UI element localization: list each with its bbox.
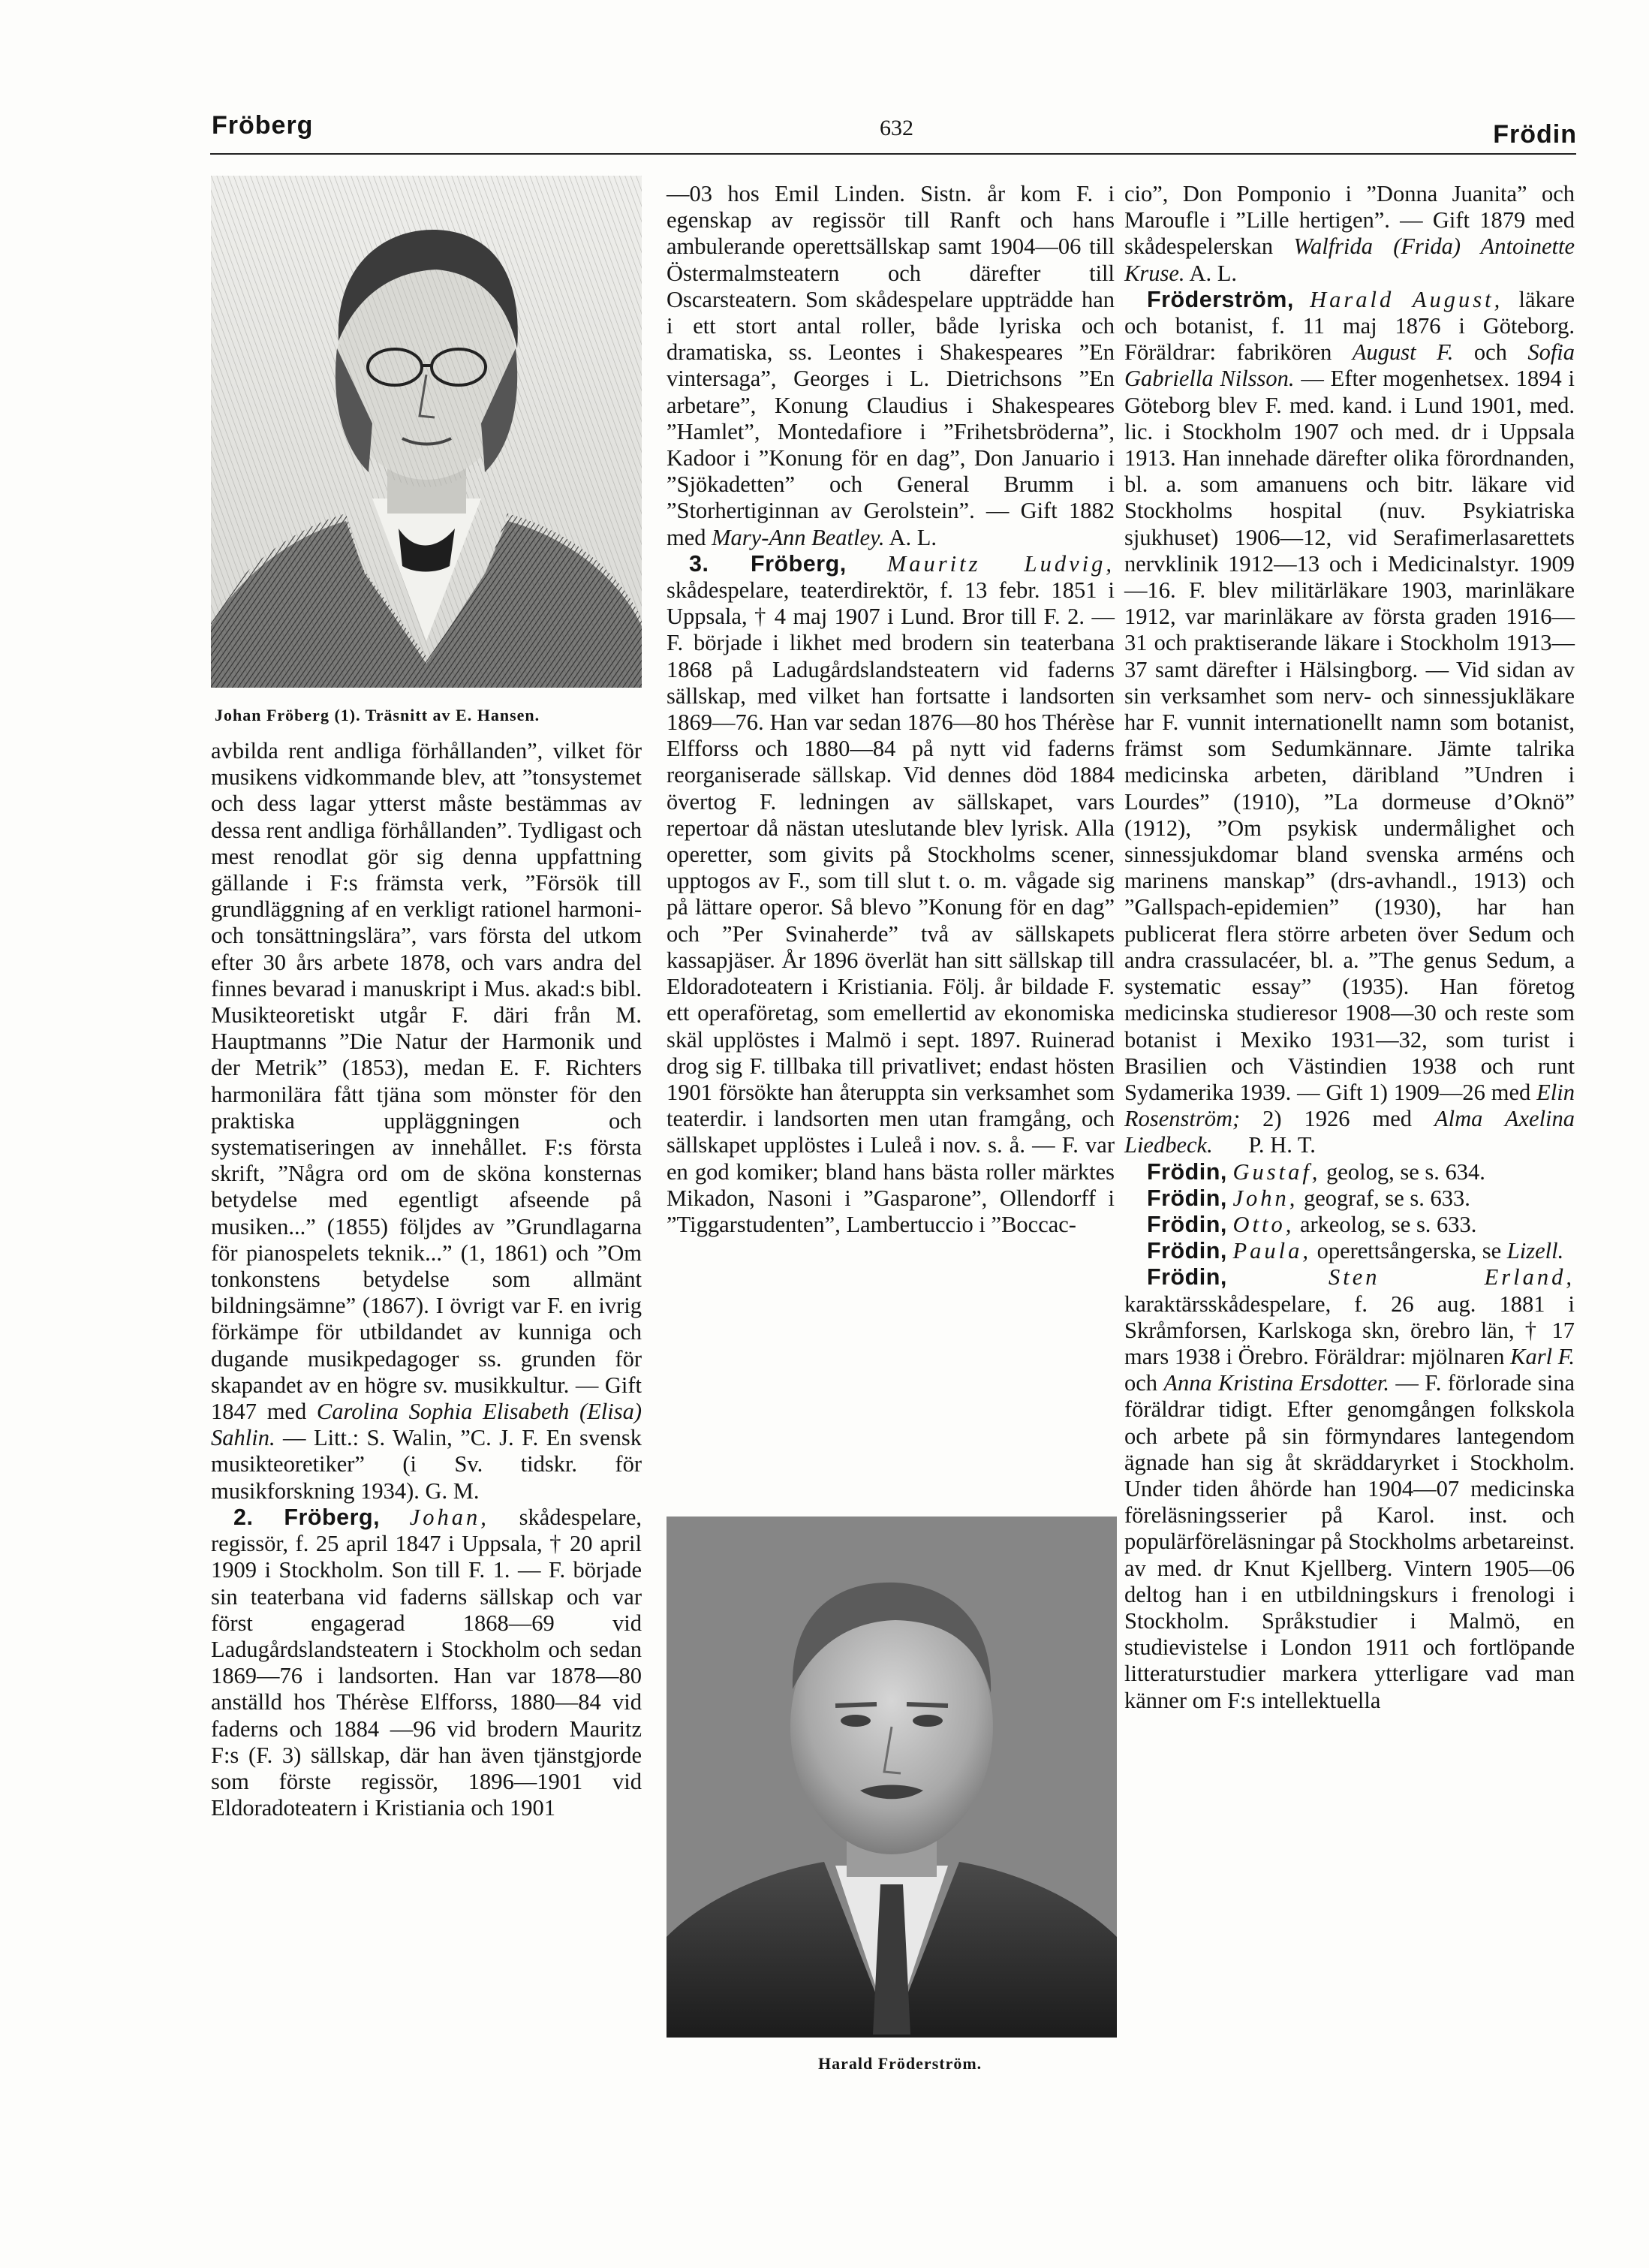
entry-john-frodin [1124, 1185, 1575, 1212]
spouse-name: Alma Axelina Liedbeck. [1124, 1106, 1575, 1158]
body-text: skådespelare, teaterdirektör, f. 13 febr. 1851 i Uppsala, † 4 maj 1907 i Lund. Bror till F. 2. — F. började i likhet med brodern sin teaterbana 1868 på Ladugårdslandsteatern vid faderns sällskap, med vilket han fortsatte i landsorten 1869—76. Han var sedan 1876—80 hos Thérèse Elfforss och 1880—84 på nytt vid faderns reorganiserade sällskap. Vid dennes död 1884 övertog F. ledningen av sällskapet, vars repertoar då nästan uteslutande blev lyrisk. Alla operetter, som givits på Stockholms scener, upptogos av F., som till slut t. o. m. vågade sig på lättare operor. Så blevo ”Konung för en dag” och ”Per Svinaherde” två av sällskapets kassapjäser. År 1896 överlät han sitt sällskap till Eldoradoteatern i Kristiania. Följ. år bildade F. ett operaföretag, som emellertid av ekonomiska skäl upplöstes i Malmö i sept. 1897. Ruinerad drog sig F. tillbaka till privatlivet; endast hösten 1901 försökte han återuppta sin verksamhet som teaterdir. i landsorten men utan framgång, och sällskapet upplöstes i Luleå i nov. s. å. — F. var en god komiker; bland hans bästa roller märktes Mikadon, Nasoni i ”Gasparone”, Ollendorff i ”Tiggarstudenten”, Lambertuccio i ”Boccac- [667, 577, 1115, 1237]
figure-caption-2: Harald Fröderström. [818, 2054, 982, 2073]
body-text: 2) 1926 med [1262, 1106, 1413, 1132]
column-3 [1124, 181, 1575, 1714]
entry-given-name: Paula, [1232, 1238, 1311, 1264]
column-1 [211, 738, 642, 1821]
entry-given-name: Mauritz Ludvig, [886, 550, 1115, 577]
spouse-name: Mary-Ann Beatley. [712, 524, 885, 550]
entry-mauritz-froberg [667, 551, 1115, 1238]
body-text: — Litt.: S. Walin, ”C. J. F. En svensk musikteoretiker” (i Sv. tidskr. för musikforskning 1934). G. M. [211, 1425, 642, 1504]
body-text: och [1124, 1370, 1158, 1396]
entry-headword: Frödin, [1147, 1238, 1227, 1264]
body-text: — Efter mogenhetsex. 1894 i Göteborg blev F. med. kand. i Lund 1901, med. lic. i Stockholm 1907 och med. dr i Uppsala 1913. Han innehade därefter olika förordnanden, bl. a. som amanuens och bitr. läkare vid Stockholms hospital (nuv. Psykiatriska sjukhuset) 1906—12, vid Serafimerlasarettets nervklinik 1912—13 och i Medicinalstyr. 1909—16. F. blev militärläkare 1903, marinläkare 1912, var marinläkare av första graden 1916—31 och praktiserande läkare i Stockholm 1913—37 samt därefter i Hälsingborg. — Vid sidan av sin verksamhet som nerv- och sinnessjukläkare har F. vunnit internationellt namn som botanist, främst som Sedumkännare. Jämte talrika medicinska arbeten, däribland ”Undren i Lourdes” (1910), ”La dormeuse d’Oknö” (1912), ”Om psykisk undermålighet och sinnessjukdomar bland svenska arméns och marinens manskap” (drs-avhandl., 1913) och ”Gallspach-epidemien” (1930), har han publicerat flera större arbeten över Sedum och andra crassulacéer, bl. a. ”The genus Sedum, a systematic essay” (1935). Han företog medicinska studieresor 1908—30 och reste som botanist i Mexiko 1931—32, som turist i Brasilien och Västindien 1938 och runt Sydamerika 1939. — Gift 1) 1909—26 med [1124, 366, 1575, 1105]
parent-name: Sofia Gabriella Nilsson. [1124, 339, 1575, 392]
paragraph-johan-froberg-cont [211, 738, 642, 1504]
author-signature: A. L. [1189, 260, 1237, 286]
entry-headword: Frödin, [1147, 1158, 1227, 1185]
entry-given-name: Gustaf, [1232, 1158, 1321, 1185]
author-signature: A. L. [889, 524, 937, 550]
entry-otto-frodin [1124, 1212, 1575, 1238]
body-text: — F. förlorade sina föräldrar tidigt. Efter genomgången folkskola och arbete på sin förmyndares lantegendom ägnade han sig åt skräddaryrket i Stockholm. Under tiden åhörde han 1904—07 medicinska föreläsningsserier på Karol. inst. och populärföreläsningar på Stockholms arbetareinst. av med. dr Knut Kjellberg. Vintern 1905—06 deltog han i en utbildningskurs i frenologi i Stockholm. Språkstudier i Malmö, en studievistelse i London 1911 och fortlöpande litteraturstudier markera ytterligare vad man känner om F:s intellektuella [1124, 1370, 1575, 1713]
entry-headword: Frödin, [1147, 1185, 1227, 1211]
figure-caption-1: Johan Fröberg (1). Träsnitt av E. Hansen. [215, 706, 540, 724]
photograph-illustration [667, 1517, 1117, 2038]
cross-reference-target: Lizell. [1506, 1238, 1564, 1264]
entry-johan-froberg-2 [211, 1504, 642, 1821]
entry-given-name: Harald August, [1310, 286, 1503, 312]
portrait-johan-froberg [211, 176, 642, 688]
entry-headword: Frödin, [1147, 1264, 1227, 1291]
cross-reference: arkeolog, se s. 633. [1299, 1211, 1477, 1237]
body-text: avbilda rent andliga förhållanden”, vilket för musikens vidkommande blev, att ”tonsystemet och dess lagar ytterst måste bestämmas av dessa rent andliga förhållanden”. Tydligast och mest renodlat gör sig denna uppfattning gällande i F:s främsta verk, ”Försök till grundläggning af en verkligt rationel harmoni- och tonsättningslära”, vars första del utkom efter 30 års arbete 1878, och vars andra del finnes bevarad i manuskript i Mus. akad:s bibl. Musikteoretiskt utgår F. däri från M. Hauptmanns ”Die Natur der Harmonik und der Metrik” (1853), medan E. F. Richters harmonilära fått tjäna som mönster för den praktiska uppläggningen och systematiseringen av innehållet. F:s första skrift, ”Några ord om de sköna konsternas betydelse med egentligt afseende på musiken...” (1855) följdes av ”Grundlagarna för pianospelets teknik...” (1, 1861) och ”Om tonkonstens betydelse som allmänt bildningsämne” (1867). I övrigt var F. en ivrig förkämpe för utbildandet av kunniga och dugande musikpedagoger ss. grunden för skapandet av en högre sv. musikkultur. — Gift 1847 med [211, 738, 642, 1425]
entry-given-name: Otto, [1232, 1211, 1295, 1237]
entry-sten-frodin [1124, 1264, 1575, 1713]
parent-name: August F. [1352, 339, 1454, 366]
paragraph-mauritz-froberg-cont [1124, 181, 1575, 287]
cross-reference: geograf, se s. 633. [1304, 1185, 1470, 1211]
paragraph-johan-froberg-2-cont [667, 181, 1115, 551]
entry-gustaf-frodin [1124, 1159, 1575, 1185]
entry-harald-froderstrom [1124, 287, 1575, 1159]
body-text: skådespelare, regissör, f. 25 april 1847 i Uppsala, † 20 april 1909 i Stockholm. Son till F. 1. — F. började sin teaterbana vid faderns sällskap och var först engagerad 1868—69 vid Ladugårdslandsteatern i Stockholm och sedan 1869—76 i landsorten. Han var 1878—80 anställd hos Thérèse Elfforss, 1880—84 vid faderns och 1884 —96 vid brodern Mauritz F:s (F. 3) sällskap, där han även tjänstgjorde som förste regissör, 1896—1901 vid Eldoradoteatern i Kristiania och 1901 [211, 1504, 642, 1821]
spouse-name: Walfrida (Frida) Antoinette Kruse. [1124, 233, 1575, 286]
body-text: karaktärsskådespelare, f. 26 aug. 1881 i Skråmforsen, Karlskoga skn, örebro län, † 17 mars 1938 i Örebro. Föräldrar: mjölnaren [1124, 1291, 1575, 1369]
author-signature: P. H. T. [1248, 1132, 1316, 1158]
running-head-left: Fröberg [212, 111, 314, 140]
column-2 [667, 181, 1115, 1238]
spouse-name: Carolina Sophia Elisabeth (Elisa) Sahlin. [211, 1399, 642, 1451]
portrait-harald-froderstrom [667, 1517, 1117, 2038]
parent-name: Anna Kristina Ersdotter. [1163, 1370, 1390, 1396]
entry-given-name: Johan, [409, 1504, 489, 1530]
entry-headword: Fröderström, [1147, 286, 1294, 312]
entry-headword: 3. Fröberg, [689, 550, 847, 577]
header-rule [210, 153, 1576, 155]
cross-reference: geolog, se s. 634. [1326, 1158, 1485, 1185]
page-number: 632 [880, 116, 913, 140]
parent-name: Karl F. [1510, 1343, 1575, 1369]
engraving-illustration [211, 176, 642, 688]
entry-given-name: John, [1232, 1185, 1298, 1211]
spouse-name: Elin Rosenström; [1124, 1079, 1575, 1132]
entry-given-name: Sten Erland, [1328, 1264, 1575, 1291]
body-text: —03 hos Emil Linden. Sistn. år kom F. i egenskap av regissör till Ranft och hans ambulerande operettsällskap samt 1904—06 till Östermalmsteatern och därefter till Oscarsteatern. Som skådespelare uppträdde han i ett stort antal roller, både lyriska och dramatiska, ss. Leontes i Shakespeares ”En vintersaga”, Georges i L. Dietrichsons ”En arbetare”, Konung Claudius i Shakespeares ”Hamlet”, Montedafiore i ”Frihetsbröderna”, Kadoor i ”Konung för en dag”, Don Januario i ”Sjökadetten” och General Brumm i ”Storhertiginnan av Gerolstein”. — Gift 1882 med [667, 181, 1115, 550]
entry-headword: Frödin, [1147, 1211, 1227, 1237]
entry-paula-frodin [1124, 1238, 1575, 1264]
entry-headword: 2. Fröberg, [233, 1504, 381, 1530]
running-head-right: Frödin [1493, 120, 1577, 149]
body-text: läkare och botanist, f. 11 maj 1876 i Göteborg. Föräldrar: fabrikören [1124, 286, 1575, 366]
body-text: och [1473, 339, 1507, 366]
cross-reference: operettsångerska, se [1316, 1238, 1502, 1264]
body-text: cio”, Don Pomponio i ”Donna Juanita” och Maroufle i ”Lille hertigen”. — Gift 1879 med skådespelerskan [1124, 181, 1575, 260]
